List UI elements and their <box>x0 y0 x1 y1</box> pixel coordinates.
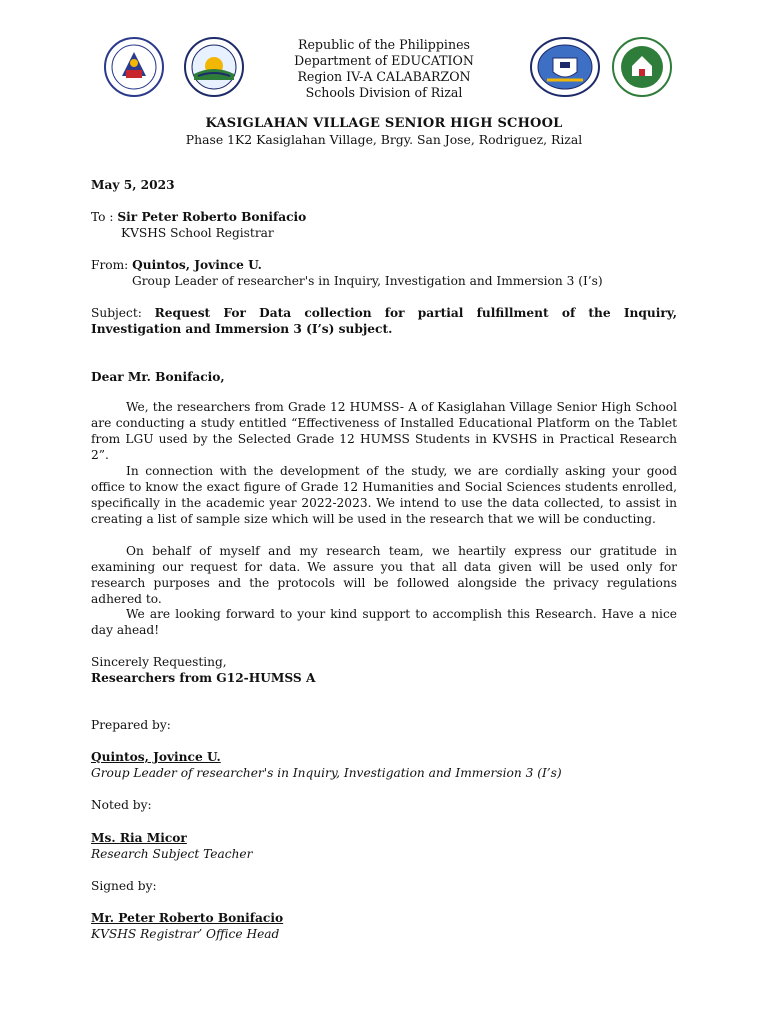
subject-text: Request For Data collection for partial fulfillment of the Inquiry, Investigation and Immersion 3 (I’s) subject. <box>91 306 678 336</box>
school-name: KASIGLAHAN VILLAGE SENIOR HIGH SCHOOL <box>205 116 563 131</box>
signed-by-label: Signed by: <box>91 879 157 893</box>
subject-label: Subject: <box>91 306 142 320</box>
sender-name: Quintos, Jovince U. <box>132 258 262 272</box>
recipient-block <box>91 209 677 241</box>
signatory-role: KVSHS Registrar’ Office Head <box>91 927 280 941</box>
region-line: Region IV-A CALABARZON <box>297 69 471 84</box>
sender-title: Group Leader of researcher's in Inquiry, Investigation and Immersion 3 (I’s) <box>132 274 603 288</box>
noted-by-label: Noted by: <box>91 798 152 812</box>
prepared-by-block <box>91 749 677 781</box>
signatory-role: Group Leader of researcher's in Inquiry, Investigation and Immersion 3 (I’s) <box>91 766 562 780</box>
letterhead <box>230 37 538 101</box>
sender-block <box>91 257 677 289</box>
prepared-by-label: Prepared by: <box>91 718 171 732</box>
body-paragraph-3 <box>91 543 677 607</box>
republic-line: Republic of the Philippines <box>297 37 470 52</box>
signed-by-block <box>91 910 677 942</box>
department-line: Department of EDUCATION <box>294 53 474 68</box>
paragraph-text: We are looking forward to your kind support to accomplish this Research. Have a nice day ahead! <box>91 607 677 637</box>
body-paragraph-1 <box>91 399 677 463</box>
signatory-name: Ms. Ria Micor <box>91 831 187 845</box>
division-line: Schools Division of Rizal <box>305 85 463 100</box>
school-address: Phase 1K2 Kasiglahan Village, Brgy. San Jose, Rodriguez, Rizal <box>185 132 583 147</box>
closing-line: Sincerely Requesting, <box>91 655 227 669</box>
noted-by-block <box>91 830 677 862</box>
subject-block <box>91 305 677 337</box>
from-label: From: <box>91 258 129 272</box>
paragraph-text: We, the researchers from Grade 12 HUMSS- A of Kasiglahan Village Senior High School are conducting a study entitled “Effectiveness of Installed Educational Platform on the Tablet from LGU used by the Selected Grade 12 HUMSS Students in KVSHS in Practical Research 2”. <box>91 400 677 462</box>
signatory-name: Quintos, Jovince U. <box>91 750 221 764</box>
closing-signature: Researchers from G12-HUMSS A <box>91 671 316 685</box>
recipient-name: Sir Peter Roberto Bonifacio <box>117 210 307 224</box>
paragraph-text: In connection with the development of the study, we are cordially asking your good office to know the exact figure of Grade 12 Humanities and Social Sciences students enrolled, specifically in the academic year 2022-2023. We intend to use the data collected, to assist in creating a list of sample size which will be used in the research that we will be conducting. <box>91 464 677 526</box>
to-label: To : <box>91 210 114 224</box>
kvshs-school-seal <box>604 36 680 98</box>
signatory-role: Research Subject Teacher <box>91 847 253 861</box>
body-paragraph-2 <box>91 463 677 527</box>
letter-date: May 5, 2023 <box>91 178 175 192</box>
body-paragraph-4 <box>91 606 677 638</box>
closing-block <box>91 654 677 686</box>
recipient-title: KVSHS School Registrar <box>121 226 274 240</box>
deped-seal-logo <box>96 36 172 98</box>
signatory-name: Mr. Peter Roberto Bonifacio <box>91 911 284 925</box>
salutation: Dear Mr. Bonifacio, <box>91 370 225 384</box>
paragraph-text: On behalf of myself and my research team, we heartily express our gratitude in examining our request for data. We assure you that all data given will be used only for research purposes and the protocols will be followed alongside the privacy regulations adhered to. <box>91 544 677 606</box>
kvshs-logo <box>527 36 603 98</box>
